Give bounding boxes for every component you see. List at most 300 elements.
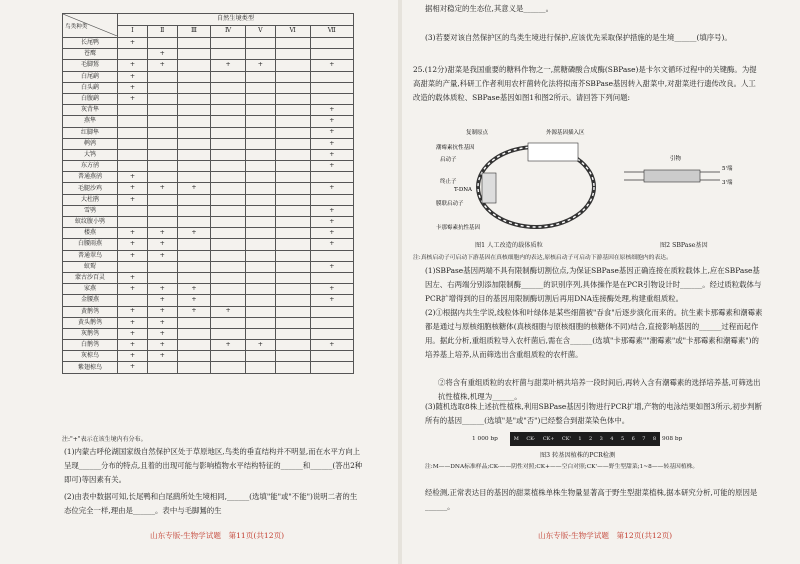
habitat-mark [275,127,310,138]
habitat-mark: + [118,340,148,351]
gel-marker-right: 908 bp [662,436,683,442]
habitat-mark: + [118,284,148,295]
habitat-mark: + [310,284,353,295]
bird-name: 白尾鹞 [63,71,118,82]
habitat-mark [275,340,310,351]
habitat-mark [211,149,246,160]
habitat-mark [118,217,148,228]
fig2-label-5end: 5'端 [722,166,733,172]
habitat-mark: + [211,60,246,71]
habitat-mark [211,161,246,172]
table-row [63,217,354,228]
habitat-mark [177,71,211,82]
habitat-mark [245,306,275,317]
habitat-mark [275,306,310,317]
habitat-mark [245,351,275,362]
habitat-mark [177,38,211,49]
habitat-mark [177,127,211,138]
habitat-mark [211,82,246,93]
left-page [0,0,398,564]
habitat-mark [177,239,211,250]
sub-question-3: (3)随机选取8株上述抗性植株,利用SBPase基因引物进行PCR扩增,产物的电泳结果如图3所示,初步判断所有的基因______(选填"是"或"否")已经整合到甜菜染色体中。 [425,402,762,425]
habitat-mark [147,161,177,172]
question-1: (1)内蒙古呼伦湖国家级自然保护区处于草原地区,鸟类的垂直结构并不明显,而在水平方向上呈现______分布的特点,且着的出现可能与影响植物水平结构特征的______和______(答出2种即可)等因素有关。 [64,447,363,484]
habitat-mark: + [310,205,353,216]
habitat-mark [245,116,275,127]
table-row [63,60,354,71]
table-row [63,362,354,373]
gel-lane-label: CK+ [542,436,555,442]
habitat-mark [245,362,275,373]
insert-region [528,143,578,161]
table-row [63,328,354,339]
habitat-mark [275,105,310,116]
table-row [63,340,354,351]
habitat-mark: + [310,116,353,127]
habitat-mark [275,71,310,82]
habitat-mark [245,217,275,228]
habitat-mark [211,183,246,194]
habitat-mark: + [118,82,148,93]
bird-name: 白腰雨燕 [63,239,118,250]
question-25: 25.(12分)甜菜是我国重要的糖料作物之一,蔗糖磷酸合成酶(SBPase)是卡尔文循环过程中的关键酶。为提高甜菜的产量,科研工作者利用农杆菌转化法将拟南芥SBPase基因转入甜菜中,对甜菜进行遗传改良。人工改造的载体质粒、SBPase基因如图1和图2所示。请回答下列问题: [413,65,757,102]
habitat-mark [275,328,310,339]
table-row [63,82,354,93]
habitat-mark: + [310,261,353,272]
habitat-mark [211,362,246,373]
habitat-mark [177,362,211,373]
habitat-mark [275,239,310,250]
habitat-type-5: Ⅴ [245,26,275,38]
gel-lane-label: CK- [526,436,536,442]
habitat-mark: + [118,328,148,339]
habitat-mark [275,161,310,172]
habitat-mark [211,351,246,362]
habitat-mark [211,116,246,127]
habitat-mark [118,261,148,272]
habitat-mark [275,172,310,183]
habitat-mark [147,127,177,138]
habitat-mark [177,149,211,160]
habitat-mark: + [310,217,353,228]
habitat-mark [275,38,310,49]
habitat-mark: + [118,362,148,373]
habitat-mark [118,116,148,127]
bird-name: 灰背隼 [63,105,118,116]
habitat-mark: + [147,250,177,261]
habitat-mark [118,205,148,216]
habitat-mark [310,172,353,183]
habitat-mark [211,93,246,104]
gel-note: 注:M——DNA标准样品;CK-——阴性对照;CK+——空白对照;CK'——野生型甜菜;1~8——转基因植株。 [425,464,699,470]
habitat-mark [211,205,246,216]
habitat-type-4: Ⅳ [211,26,246,38]
fig1-label-membrane-promoter: 膜联启动子 [436,201,464,207]
habitat-mark [211,138,246,149]
bird-name: 灰椋鸟 [63,351,118,362]
habitat-mark: + [118,272,148,283]
table-row [63,93,354,104]
habitat-mark: + [118,306,148,317]
table-row [63,306,354,317]
table-row [63,194,354,205]
habitat-mark: + [147,328,177,339]
habitat-mark: + [147,284,177,295]
habitat-mark [118,295,148,306]
habitat-mark [245,328,275,339]
habitat-mark [147,217,177,228]
bird-name: 灰鹡鸰 [63,328,118,339]
habitat-mark [211,328,246,339]
habitat-mark [245,172,275,183]
habitat-mark: + [310,239,353,250]
fig2-label-primer: 引物 [670,156,682,162]
habitat-mark [177,60,211,71]
bird-name: 鹌鹑 [63,138,118,149]
habitat-mark [147,205,177,216]
habitat-mark [275,205,310,216]
table-row [63,351,354,362]
habitat-mark [275,272,310,283]
figure-1-plasmid [436,125,622,235]
gel-lane-label: 3 [599,436,603,442]
habitat-type-2: Ⅱ [147,26,177,38]
habitat-mark [245,127,275,138]
habitat-mark [211,228,246,239]
bird-table-body [63,38,354,374]
habitat-type-7: Ⅶ [310,26,353,38]
habitat-mark [211,194,246,205]
gel-image [510,432,660,446]
corner-left-label: 鸟类种类 [65,24,88,30]
habitat-mark: + [118,351,148,362]
habitat-mark [245,149,275,160]
figure-3-caption: 图3 转基因植株的PCR检测 [540,452,616,459]
habitat-mark [310,328,353,339]
fig1-label-terminator: 终止子 [440,179,457,185]
gel-lane-label: 4 [610,436,614,442]
bird-name: 黄鹡鸰 [63,306,118,317]
fig1-label-tdna: T-DNA [454,187,473,193]
habitat-type-1: Ⅰ [118,26,148,38]
habitat-mark [211,317,246,328]
habitat-mark [275,149,310,160]
habitat-mark [118,138,148,149]
habitat-mark [177,340,211,351]
habitat-mark: + [118,60,148,71]
table-row [63,138,354,149]
habitat-mark: + [147,228,177,239]
table-row [63,228,354,239]
habitat-mark: + [118,194,148,205]
habitat-mark: + [118,71,148,82]
bird-name: 毛腿沙鸡 [63,183,118,194]
habitat-mark [211,261,246,272]
habitat-mark [211,172,246,183]
habitat-mark [275,351,310,362]
right-top-line: 据相对稳定的生态位,其意义是______。 [425,4,553,13]
habitat-header: 自然生境类型 [118,14,354,26]
habitat-mark: + [245,60,275,71]
bird-name: 家燕 [63,284,118,295]
habitat-mark [275,194,310,205]
gel-lane-label: 1 [578,436,582,442]
habitat-mark [275,317,310,328]
habitat-mark [275,250,310,261]
habitat-mark [275,217,310,228]
habitat-mark: + [118,93,148,104]
bird-name: 长尾鸭 [63,38,118,49]
habitat-mark [177,172,211,183]
fig2-label-3end: 3'端 [722,180,733,186]
habitat-mark: + [177,183,211,194]
bird-name: 白头鹞 [63,82,118,93]
habitat-mark [245,161,275,172]
habitat-mark [245,284,275,295]
fig1-label-hyg: 潮霉素抗性基因 [436,145,475,151]
habitat-mark [245,49,275,60]
habitat-mark [275,183,310,194]
habitat-mark [245,183,275,194]
question-2: (2)由表中数据可知,长尾鸭和白尾鹞所处生境相同,______(选填"能"或"不能")说明二者的生态位完全一样,理由是______。表中与毛脚鵟的生 [64,492,358,515]
habitat-mark [310,82,353,93]
habitat-mark [245,138,275,149]
tdna-region [482,173,496,203]
table-row [63,71,354,82]
habitat-mark: + [147,317,177,328]
habitat-mark [211,49,246,60]
table-row [63,38,354,49]
habitat-mark [275,228,310,239]
habitat-mark [177,217,211,228]
habitat-mark [177,138,211,149]
habitat-mark [147,138,177,149]
habitat-mark [177,49,211,60]
fig1-label-origin: 复制原点 [466,130,489,136]
right-footer: 山东专版-生物学试题 第12页(共12页) [538,531,673,540]
bird-name: 雪鸮 [63,205,118,216]
habitat-mark: + [310,149,353,160]
sbpase-gene-bar [644,170,700,182]
habitat-mark: + [310,183,353,194]
habitat-mark: + [310,138,353,149]
habitat-mark [310,93,353,104]
habitat-mark [275,82,310,93]
sub-question-1: (1)SBPase基因两端不具有限制酶切割位点,为保证SBPase基因正确连接在质粒载体上,应在SBPase基因左、右两端分别添加限制酶______的识别序列,具体操作是在PCR引物设计时______。经过质粒载体与PCR扩增得到的目的基因用限制酶切割后再用DNA连接酶处理,构建重组质粒。 [425,266,762,303]
table-row [63,161,354,172]
habitat-mark: + [147,239,177,250]
table-row [63,183,354,194]
sub-question-2b: ②将含有重组质粒的农杆菌与甜菜叶柄共培养一段时间后,再转入含有潮霉素的选择培养基,可筛选出抗性植株,机理为______。 [438,378,761,401]
habitat-mark: + [147,306,177,317]
table-row [63,272,354,283]
habitat-mark [211,272,246,283]
habitat-mark [310,38,353,49]
table-row [63,295,354,306]
bird-name: 蚁纹腹小鸮 [63,217,118,228]
habitat-mark [177,250,211,261]
habitat-mark [245,105,275,116]
sub-question-2: (2)①根据内共生学说,线粒体和叶绿体是某些细菌被"吞食"后逐步演化而来的。抗生素卡那霉素和潮霉素都是通过与原核细胞核糖体(真核细胞与原核细胞的核糖体不同)结合,直接影响基因的______过程而起作用。据此分析,重组质粒导入农杆菌后,需在含______(选填"卡那霉素""潮霉素"或"卡那霉素和潮霉素")的培养基上培养,从而筛选出含重组质粒的农杆菌。 [425,308,763,359]
habitat-mark [177,272,211,283]
bird-name: 大杜鹃 [63,194,118,205]
habitat-mark [275,93,310,104]
bird-habitat-table [62,13,354,374]
table-row [63,127,354,138]
bird-name: 东方鸻 [63,161,118,172]
habitat-mark [211,105,246,116]
habitat-mark [147,71,177,82]
habitat-mark [147,105,177,116]
habitat-mark [147,362,177,373]
habitat-mark: + [310,105,353,116]
table-note: 注:"+"表示在该生境内有分布。 [62,436,147,443]
habitat-mark: + [310,161,353,172]
gel-lane-label: 8 [652,436,657,442]
fig1-label-kan: 卡那霉素抗性基因 [436,225,481,231]
table-row [63,149,354,160]
habitat-mark [147,172,177,183]
habitat-mark: + [177,284,211,295]
habitat-mark [177,317,211,328]
habitat-mark [310,71,353,82]
bird-name: 燕隼 [63,116,118,127]
bird-name: 普通燕鸻 [63,172,118,183]
habitat-mark [245,228,275,239]
habitat-mark [147,261,177,272]
habitat-mark [177,105,211,116]
habitat-mark [177,93,211,104]
habitat-mark [177,328,211,339]
habitat-mark [147,93,177,104]
habitat-mark [245,239,275,250]
habitat-mark: + [177,306,211,317]
habitat-mark: + [147,183,177,194]
table-row [63,239,354,250]
habitat-mark [310,306,353,317]
habitat-mark [118,149,148,160]
gel-lane-label: 5 [620,436,625,442]
table-row [63,261,354,272]
fig1-label-insert: 外源基因插入区 [546,130,585,136]
habitat-mark [211,239,246,250]
gel-marker-left: 1 000 bp [472,436,498,442]
habitat-mark: + [118,228,148,239]
habitat-mark [310,351,353,362]
fig1-label-promoter: 启动子 [440,157,457,163]
habitat-mark [275,284,310,295]
gel-lane-label: CK' [561,436,571,442]
table-row [63,105,354,116]
bird-name: 白腹鹞 [63,93,118,104]
habitat-mark: + [310,60,353,71]
habitat-mark: + [118,38,148,49]
habitat-mark: + [147,351,177,362]
habitat-mark [310,317,353,328]
habitat-mark [245,272,275,283]
table-row [63,49,354,60]
habitat-mark: + [147,340,177,351]
habitat-mark [211,284,246,295]
table-row [63,172,354,183]
habitat-mark [177,261,211,272]
habitat-mark: + [211,340,246,351]
habitat-mark [147,149,177,160]
habitat-mark [147,116,177,127]
left-footer: 山东专版-生物学试题 第11页(共12页) [150,531,285,540]
bird-name: 金腰燕 [63,295,118,306]
habitat-mark: + [310,127,353,138]
gel-lane-label: 7 [642,436,646,442]
gel-lane-label: 2 [588,436,593,442]
habitat-mark [310,194,353,205]
figure-1-caption: 图1 人工改造的载体质粒 [475,242,543,249]
habitat-mark [211,127,246,138]
gel-lane-label: M [513,436,519,442]
habitat-mark [118,105,148,116]
bird-name: 普通翠鸟 [63,250,118,261]
habitat-mark [310,362,353,373]
bird-name: 楼燕 [63,228,118,239]
habitat-mark [245,250,275,261]
habitat-mark [211,217,246,228]
habitat-mark: + [118,172,148,183]
table-row [63,205,354,216]
habitat-mark [275,295,310,306]
habitat-mark [211,38,246,49]
figure-2-gene [620,150,740,220]
bird-name: 红脚隼 [63,127,118,138]
bird-name: 毛脚鵟 [63,60,118,71]
habitat-mark [211,71,246,82]
habitat-mark [211,295,246,306]
table-row [63,284,354,295]
habitat-mark [245,205,275,216]
habitat-mark [177,194,211,205]
table-header-row [63,14,354,26]
bird-name: 蒙古沙百灵 [63,272,118,283]
habitat-mark: + [118,183,148,194]
habitat-mark [245,38,275,49]
habitat-mark [245,71,275,82]
habitat-mark [177,161,211,172]
habitat-mark: + [118,250,148,261]
habitat-mark [310,250,353,261]
habitat-mark [118,49,148,60]
habitat-mark: + [147,60,177,71]
habitat-mark [245,194,275,205]
habitat-mark [177,82,211,93]
habitat-mark [245,295,275,306]
habitat-type-3: Ⅲ [177,26,211,38]
habitat-mark: + [310,228,353,239]
figure-2-caption: 图2 SBPase基因 [660,242,708,249]
habitat-mark [245,261,275,272]
bird-name: 大鸨 [63,149,118,160]
habitat-type-6: Ⅵ [275,26,310,38]
bird-name: 蚁䴕 [63,261,118,272]
table-row [63,116,354,127]
bird-name: 黄头鹡鸰 [63,317,118,328]
habitat-mark: + [310,295,353,306]
gel-lane-label: 6 [631,436,635,442]
question-3: (3)若要对该自然保护区的鸟类生境进行保护,应该优先采取保护措施的是生境______(填序号)。 [425,33,732,42]
habitat-mark [147,194,177,205]
habitat-mark [177,351,211,362]
bird-name: 紫翅椋鸟 [63,362,118,373]
habitat-mark: + [245,340,275,351]
bird-name: 苍鹰 [63,49,118,60]
